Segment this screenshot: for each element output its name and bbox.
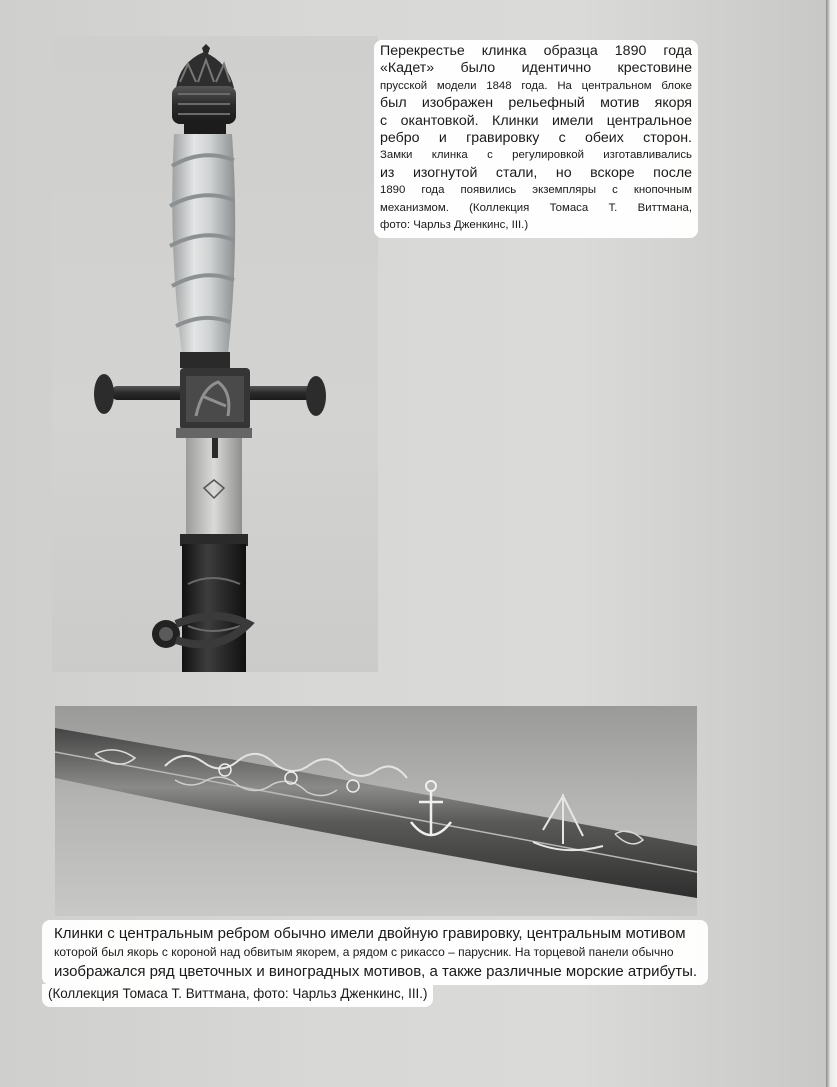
caption-top-line: фото: Чарльз Дженкинс, III.)	[380, 219, 529, 232]
blade-engraving-photo	[55, 706, 697, 916]
caption-top-line: «Кадет» было идентично крестовине	[380, 60, 692, 77]
caption-top-line: прусской модели 1848 года. На центральном блоке	[380, 79, 692, 92]
dirk-hilt-photo	[52, 36, 378, 672]
caption-top-line: ребро и гравировку с обеих сторон.	[380, 130, 692, 147]
caption-bottom	[42, 920, 708, 1007]
caption-top	[374, 40, 698, 238]
caption-top-line: из изогнутой стали, но вскоре после	[380, 164, 692, 181]
caption-top-line: 1890 года появились экземпляры с кнопочным	[380, 184, 692, 197]
caption-bottom-line: изображался ряд цветочных и виноградных мотивов, а также различные морские атрибуты.	[54, 963, 698, 980]
caption-top-line: Замки клинка с регулировкой изготавливались	[380, 149, 692, 162]
caption-bottom-line: Клинки с центральным ребром обычно имели двойную гравировку, центральным мотивом	[54, 925, 686, 942]
caption-bottom-credit: (Коллекция Томаса Т. Виттмана, фото: Чарльз Дженкинс, III.)	[42, 984, 433, 1007]
caption-top-line: механизмом. (Коллекция Томаса Т. Виттмана,	[380, 201, 692, 214]
page-edge	[826, 0, 837, 1087]
caption-top-line: Перекрестье клинка образца 1890 года	[380, 43, 692, 59]
caption-top-line: с окантовкой. Клинки имели центральное	[380, 112, 692, 129]
caption-bottom-box	[42, 920, 708, 985]
caption-bottom-line: которой был якорь с короной над обвитым якорем, а рядом с рикассо – парусник. На торцевой панели обычно	[54, 945, 674, 959]
caption-top-line: был изображен рельефный мотив якоря	[380, 95, 692, 112]
